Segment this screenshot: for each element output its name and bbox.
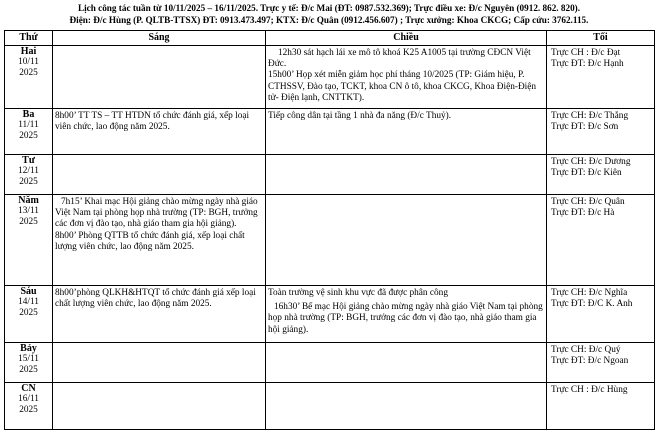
day-name: Ba (22, 109, 35, 120)
day-row-bay (5, 343, 655, 383)
afternoon-cell (266, 109, 547, 155)
duty-text: Trực CH: Đ/c Quân (551, 197, 625, 207)
duty-text: Trực ĐT: Đ/c Hà (551, 208, 615, 219)
morning-cell (53, 195, 266, 286)
afternoon-cell (266, 286, 547, 343)
duty-text: Trực ĐT: Đ/C K. Anh (551, 299, 633, 310)
day-year: 2025 (19, 308, 38, 319)
afternoon-cell (266, 343, 547, 383)
day-name: CN (21, 383, 36, 394)
morning-cell (53, 155, 266, 195)
col-header-afternoon: Chiều (266, 31, 547, 46)
day-cell (5, 383, 53, 430)
event-text: 16h30’ Bế mạc Hội giảng chào mừng ngày nhà giáo Việt Nam tại phòng họp nhà trường (TP: BGH, trưởng các đơn vị đào tạo, nhà giáo tham gia hội giảng). (268, 302, 543, 335)
day-date: 16/11 (18, 394, 39, 405)
day-name: Sáu (20, 286, 37, 297)
afternoon-cell (266, 155, 547, 195)
col-header-morning: Sáng (53, 31, 266, 46)
day-row-hai (5, 46, 655, 109)
day-row-tu (5, 155, 655, 195)
day-name: Tư (22, 155, 35, 166)
event-text: 7h15’ Khai mạc Hội giảng chào mừng ngày nhà giáo Việt Nam tại phòng họp nhà trường (TP: BGH, trưởng các đơn vị đào tạo, nhà giáo tham gia hội giảng). (55, 197, 258, 230)
day-row-cn (5, 383, 655, 430)
day-year: 2025 (19, 405, 38, 416)
event-text: 8h00’ Phòng QTTB tổ chức đánh giá, xếp loại chất lượng viên chức, lao động năm 2025. (55, 230, 245, 252)
col-header-evening: Tối (547, 31, 655, 46)
day-cell (5, 109, 53, 155)
duty-text: Trực CH: Đ/c Nghĩa (551, 288, 628, 298)
day-row-ba (5, 109, 655, 155)
day-date: 12/11 (18, 166, 39, 177)
day-row-sau (5, 286, 655, 343)
afternoon-cell (266, 383, 547, 430)
event-text: Toàn trường vệ sinh khu vực đã được phân công (268, 288, 448, 298)
duty-cell (547, 383, 655, 430)
afternoon-cell (266, 195, 547, 286)
day-year: 2025 (19, 217, 38, 228)
day-date: 15/11 (18, 354, 39, 365)
morning-cell (53, 286, 266, 343)
morning-cell (53, 383, 266, 430)
day-name: Năm (18, 195, 39, 206)
day-cell (5, 343, 53, 383)
day-row-nam (5, 195, 655, 286)
event-text: 8h00’phòng QLKH&HTQT tổ chức đánh giá xếp loại chất lượng viên chức, lao động năm 2025. (55, 288, 256, 310)
day-year: 2025 (19, 177, 38, 188)
morning-cell (53, 343, 266, 383)
duty-text: Trực CH : Đ/c Hùng (551, 385, 628, 395)
morning-cell (53, 109, 266, 155)
schedule-table (4, 30, 655, 430)
duty-text: Trực CH : Đ/c Đạt (551, 48, 621, 58)
duty-cell (547, 46, 655, 109)
duty-text: Trực ĐT: Đ/c Kiên (551, 168, 622, 179)
duty-cell (547, 155, 655, 195)
duty-text: Trực CH: Đ/c Dương (551, 157, 631, 167)
day-date: 13/11 (18, 206, 39, 217)
day-year: 2025 (19, 131, 38, 142)
duty-text: Trực CH: Đ/c Quý (551, 345, 621, 355)
header-line-1: Lịch công tác tuần từ 10/11/2025 – 16/11/2025. Trực y tế: Đ/c Mai (ĐT: 0987.532.369); Trực điều xe: Đ/c Nguyên (0912. 862. 820). (77, 3, 581, 13)
duty-cell (547, 343, 655, 383)
duty-cell (547, 286, 655, 343)
header-row (5, 31, 655, 46)
header-line-2: Điện: Đ/c Hùng (P. QLTB-TTSX) ĐT: 0913.473.497; KTX: Đ/c Quân (0912.456.607) ; Trực xưởng: Khoa CKCG; Cấp cứu: 3762.115. (69, 15, 589, 25)
duty-text: Trực ĐT: Đ/c Sơn (551, 122, 619, 133)
day-year: 2025 (19, 365, 38, 376)
day-cell (5, 46, 53, 109)
duty-text: Trực ĐT: Đ/c Ngoan (551, 356, 629, 367)
day-year: 2025 (19, 68, 38, 79)
morning-cell (53, 46, 266, 109)
event-text: 12h30 sát hạch lái xe mô tô khoá K25 A1005 tại trường CĐCN Việt Đức. (268, 48, 531, 70)
day-date: 14/11 (18, 297, 39, 308)
col-header-day: Thứ (5, 31, 53, 46)
afternoon-cell (266, 46, 547, 109)
event-text: Tiếp công dân tại tầng 1 nhà đa năng (Đ/c Thuỷ). (268, 111, 452, 121)
day-name: Bảy (20, 343, 37, 354)
day-cell (5, 195, 53, 286)
day-date: 11/11 (18, 120, 39, 131)
duty-text: Trực ĐT: Đ/c Hạnh (551, 59, 624, 70)
duty-cell (547, 109, 655, 155)
duty-text: Trực CH: Đ/c Thắng (551, 111, 629, 121)
day-date: 10/11 (18, 57, 39, 68)
event-text: 8h00’ TT TS – TT HTDN tổ chức đánh giá, xếp loại viên chức, lao động năm 2025. (55, 111, 250, 133)
day-name: Hai (20, 46, 37, 57)
day-cell (5, 155, 53, 195)
duty-cell (547, 195, 655, 286)
day-cell (5, 286, 53, 343)
event-text: 15h00’ Họp xét miễn giảm học phí tháng 10/2025 (TP: Giám hiệu, P. CTHSSV, Đào tạo, TCKT, khoa CN ô tô, khoa CKCG, Khoa Điện-Điện tử- Điện lạnh, CNTTKT). (268, 70, 537, 103)
